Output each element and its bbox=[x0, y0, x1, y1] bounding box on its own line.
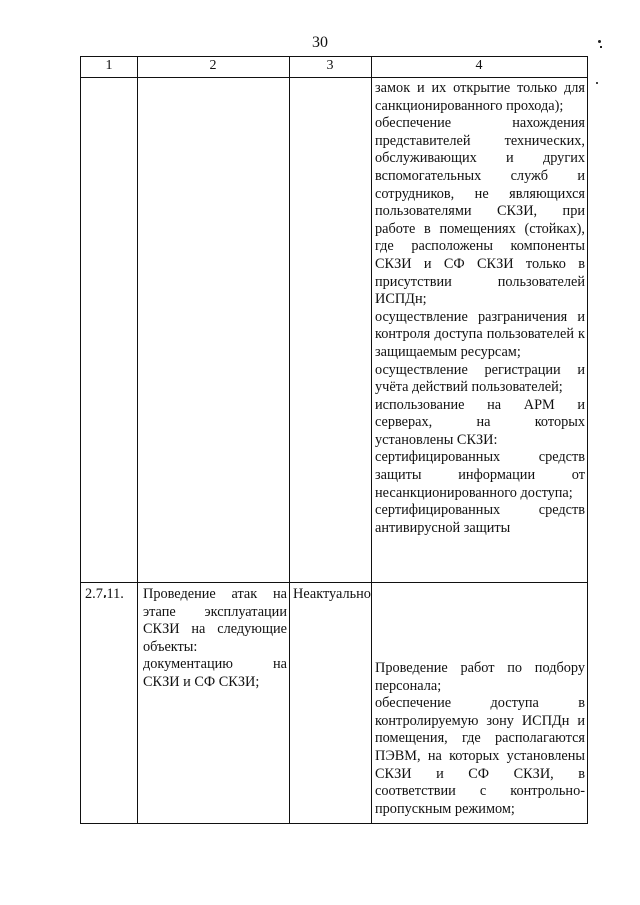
continued-measures-cell bbox=[375, 80, 585, 537]
threat-description-cell bbox=[143, 586, 287, 692]
measure-item: замок и их открытие только для санкционированного прохода); bbox=[375, 80, 585, 114]
page-number: 30 bbox=[312, 34, 328, 51]
column-divider bbox=[371, 56, 372, 823]
relevance-cell: Неактуально bbox=[293, 586, 371, 602]
measure-item: осуществление регистрации и учёта действий пользователей; bbox=[375, 361, 585, 396]
measure-item: Проведение работ по подбору персонала; bbox=[375, 660, 585, 694]
header-col-4: 4 bbox=[475, 58, 483, 73]
column-divider bbox=[289, 56, 290, 823]
scan-speck bbox=[596, 82, 598, 84]
measure-item: сертифицированных средств защиты информации от несанкционированного доступа; bbox=[375, 449, 585, 501]
threat-text: документацию на СКЗИ и СФ СКЗИ; bbox=[143, 656, 287, 690]
measure-item: обеспечение доступа в контролируемую зону ИСПДн и помещения, где располагаются ПЭВМ, на которых установлены СКЗИ и СФ СКЗИ, в соответствии с контрольно-пропускным режимом; bbox=[375, 695, 585, 817]
row-number: 2.7.11. bbox=[85, 586, 124, 602]
table-top-border bbox=[81, 56, 587, 57]
header-col-2: 2 bbox=[209, 58, 217, 73]
measure-item: использование на АРМ и серверах, на которых установлены СКЗИ: bbox=[375, 396, 585, 448]
measures-cell bbox=[375, 660, 585, 818]
header-row-border bbox=[81, 77, 587, 78]
column-divider bbox=[137, 56, 138, 823]
measure-item: осуществление разграничения и контроля доступа пользователей к защищаемым ресурсам; bbox=[375, 308, 585, 360]
requirements-table bbox=[80, 56, 588, 824]
header-col-3: 3 bbox=[326, 58, 334, 73]
header-col-1: 1 bbox=[105, 58, 113, 73]
threat-text: Проведение атак на этапе эксплуатации СКЗИ на следующие объекты: bbox=[143, 586, 287, 655]
scan-speck bbox=[598, 40, 601, 43]
row-border bbox=[81, 582, 587, 583]
scan-speck bbox=[600, 46, 602, 48]
measure-item: обеспечение нахождения представителей технических, обслуживающих и других вспомогательных служб и сотрудников, не являющихся пользователями СКЗИ, при работе в помещениях (стойках), где расположены компоненты СКЗИ и СФ СКЗИ только в присутствии пользователей ИСПДн; bbox=[375, 115, 585, 308]
measure-item: сертифицированных средств антивирусной защиты bbox=[375, 502, 585, 536]
